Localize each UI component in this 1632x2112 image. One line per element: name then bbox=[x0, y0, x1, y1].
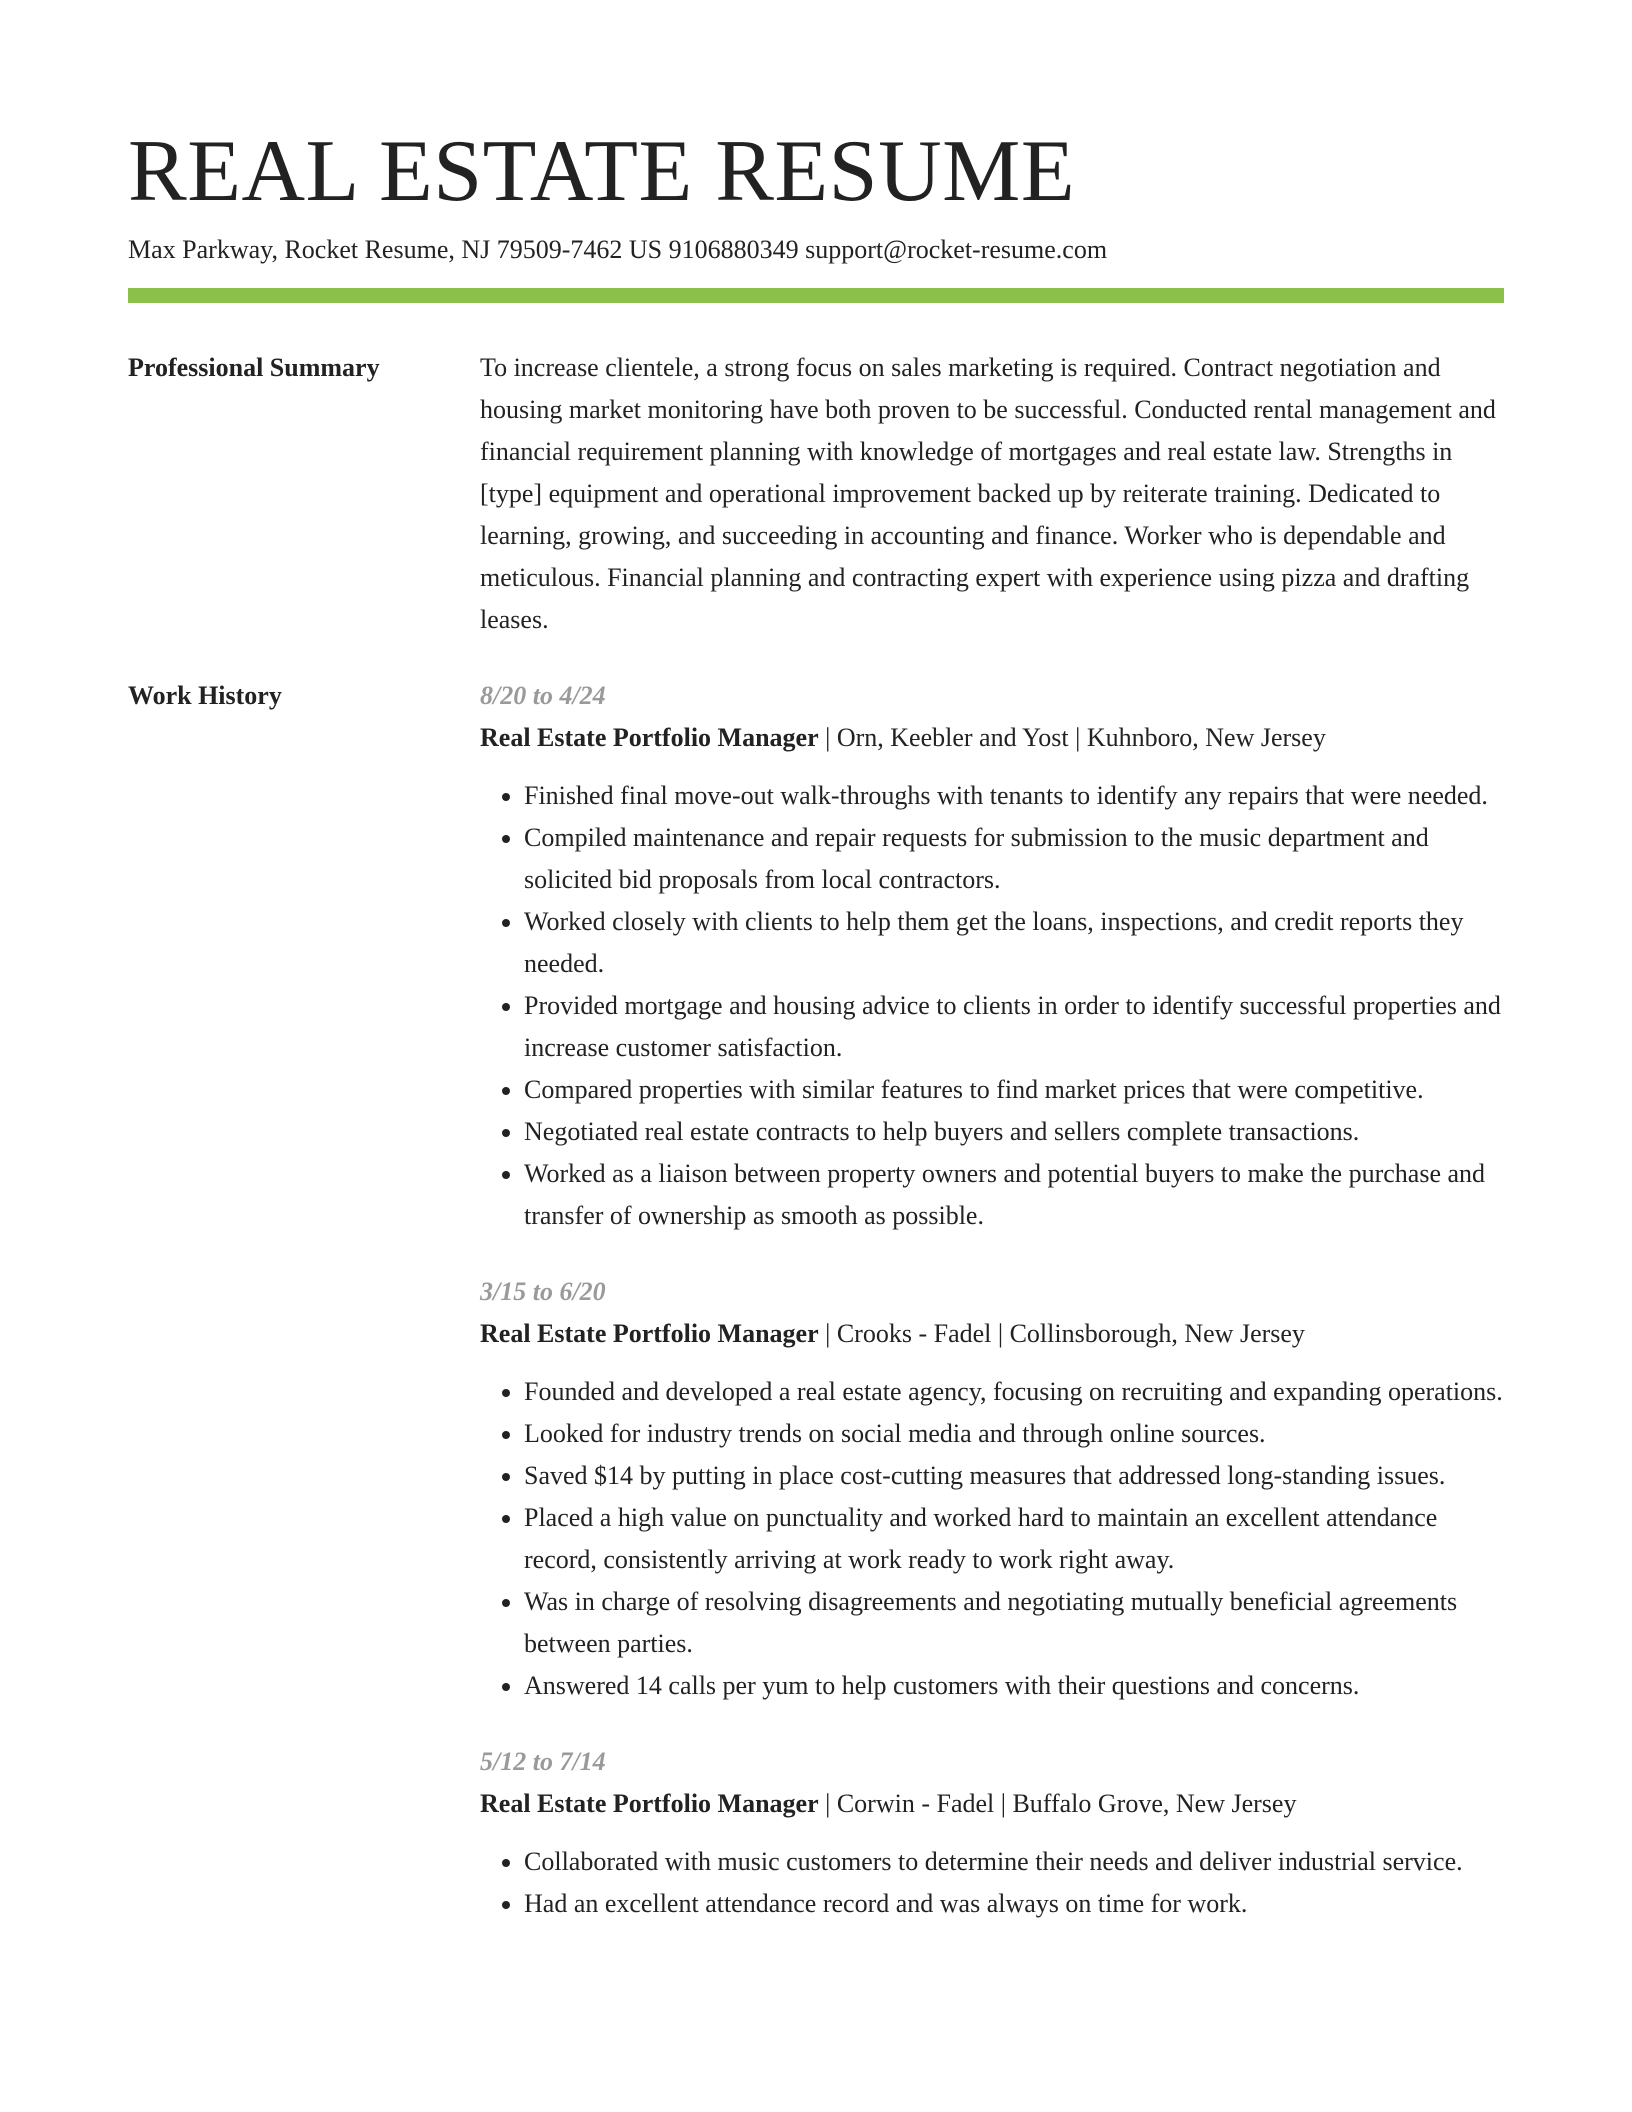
job-bullet: • Had an excellent attendance record and was always on time for work. bbox=[524, 1883, 1504, 1925]
summary-body bbox=[480, 347, 1504, 641]
job-title: Real Estate Portfolio Manager bbox=[480, 1789, 819, 1818]
job-bullet: • Provided mortgage and housing advice to clients in order to identify successful properties and increase customer satisfaction. bbox=[524, 985, 1504, 1069]
job-bullets bbox=[480, 1371, 1504, 1707]
job-entry bbox=[480, 675, 1504, 1237]
job-details: | Corwin - Fadel | Buffalo Grove, New Jersey bbox=[818, 1789, 1297, 1818]
job-entry bbox=[480, 1741, 1504, 1925]
job-bullet: • Finished final move-out walk-throughs with tenants to identify any repairs that were needed. bbox=[524, 775, 1504, 817]
job-title: Real Estate Portfolio Manager bbox=[480, 723, 819, 752]
job-bullet: • Compared properties with similar features to find market prices that were competitive. bbox=[524, 1069, 1504, 1111]
job-bullet: • Placed a high value on punctuality and worked hard to maintain an excellent attendance record, consistently arriving at work ready to work right away. bbox=[524, 1497, 1504, 1581]
job-dates: 5/12 to 7/14 bbox=[480, 1747, 606, 1776]
work-history-label: Work History bbox=[128, 681, 282, 710]
resume-page bbox=[128, 0, 1504, 1925]
job-heading bbox=[480, 1313, 1504, 1355]
job-bullet: • Saved $14 by putting in place cost-cutting measures that addressed long-standing issues. bbox=[524, 1455, 1504, 1497]
job-bullet: • Worked closely with clients to help them get the loans, inspections, and credit reports they needed. bbox=[524, 901, 1504, 985]
job-bullet: • Worked as a liaison between property owners and potential buyers to make the purchase and transfer of ownership as smooth as possible. bbox=[524, 1153, 1504, 1237]
job-bullet: • Founded and developed a real estate agency, focusing on recruiting and expanding operations. bbox=[524, 1371, 1504, 1413]
job-bullet: • Compiled maintenance and repair requests for submission to the music department and solicited bid proposals from local contractors. bbox=[524, 817, 1504, 901]
contact-line: Max Parkway, Rocket Resume, NJ 79509-7462 US 9106880349 support@rocket-resume.com bbox=[128, 235, 1108, 264]
job-details: | Crooks - Fadel | Collinsborough, New Jersey bbox=[818, 1319, 1305, 1348]
job-heading bbox=[480, 1783, 1504, 1825]
resume-title: REAL ESTATE RESUME bbox=[128, 123, 1076, 220]
job-details: | Orn, Keebler and Yost | Kuhnboro, New Jersey bbox=[818, 723, 1326, 752]
job-title: Real Estate Portfolio Manager bbox=[480, 1319, 819, 1348]
job-bullets bbox=[480, 1841, 1504, 1925]
job-heading bbox=[480, 717, 1504, 759]
summary-section bbox=[128, 347, 1504, 641]
job-dates: 8/20 to 4/24 bbox=[480, 681, 606, 710]
accent-divider bbox=[128, 288, 1504, 303]
job-entry bbox=[480, 1271, 1504, 1707]
summary-text: To increase clientele, a strong focus on sales marketing is required. Contract negotiation and housing market monitoring have both proven to be successful. Conducted rental management and financial requirement planning with knowledge of mortgages and real estate law. Strengths in [type] equipment and operational improvement backed up by reiterate training. Dedicated to learning, growing, and succeeding in accounting and finance. Worker who is dependable and meticulous. Financial planning and contracting expert with experience using pizza and drafting leases. bbox=[480, 353, 1496, 634]
job-bullet: • Was in charge of resolving disagreements and negotiating mutually beneficial agreements between parties. bbox=[524, 1581, 1504, 1665]
job-bullet: • Negotiated real estate contracts to help buyers and sellers complete transactions. bbox=[524, 1111, 1504, 1153]
job-bullet: • Answered 14 calls per yum to help customers with their questions and concerns. bbox=[524, 1665, 1504, 1707]
work-history-section bbox=[128, 675, 1504, 1925]
job-dates: 3/15 to 6/20 bbox=[480, 1277, 606, 1306]
job-bullet: • Looked for industry trends on social media and through online sources. bbox=[524, 1413, 1504, 1455]
summary-label: Professional Summary bbox=[128, 353, 380, 382]
job-bullets bbox=[480, 775, 1504, 1237]
work-history-body bbox=[480, 675, 1504, 1925]
job-bullet: • Collaborated with music customers to determine their needs and deliver industrial service. bbox=[524, 1841, 1504, 1883]
